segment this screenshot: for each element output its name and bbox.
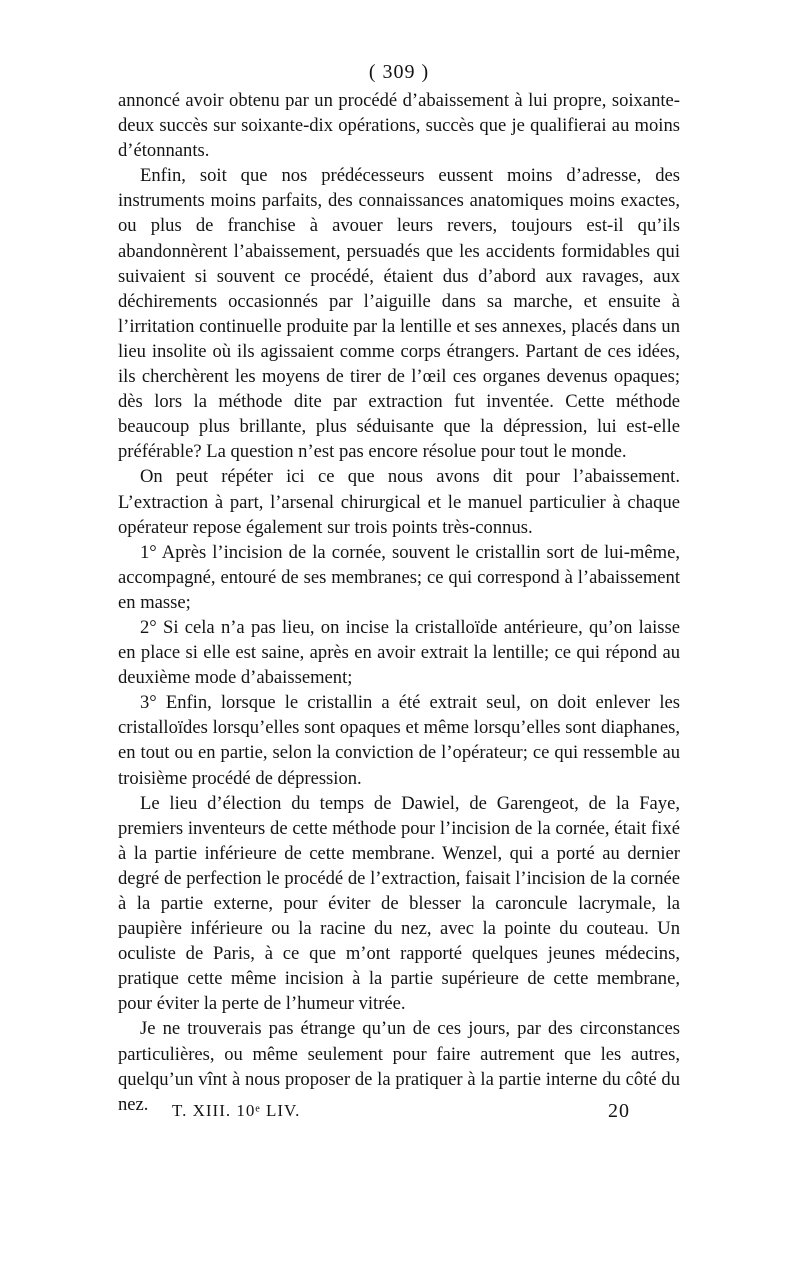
paragraph-continued: annoncé avoir obtenu par un procédé d’abaissement à lui propre, soixante-deux succès sur soixante-dix opérations, succès que je qualifierai au moins d’étonnants.: [118, 90, 680, 162]
paragraph: Le lieu d’élection du temps de Dawiel, de Garengeot, de la Faye, premiers inventeurs de cette méthode pour l’incision de la cornée, était fixé à la partie inférieure de cette membrane. Wenzel, qui a porté au dernier degré de perfection le procédé de l’extraction, faisait l’incision de la cornée à la partie externe, pour éviter de blesser la caroncule lacrymale, la paupière inférieure ou la racine du nez, avec la pointe du couteau. Un oculiste de Paris, à ce que m’ont rapporté quelques jeunes médecins, pratique cette même incision à la partie supérieure de cette membrane, pour éviter la perte de l’humeur vitrée.: [118, 792, 680, 1015]
folio-number: 20: [608, 1100, 630, 1122]
paragraph: On peut répéter ici ce que nous avons dit pour l’abaissement. L’extraction à part, l’arsenal chirurgical et le manuel particulier à chaque opérateur repose également sur trois points très-connus.: [118, 466, 680, 538]
paragraph: Enfin, soit que nos prédécesseurs eussent moins d’adresse, des instruments moins parfaits, des connaissances anatomiques moins exactes, ou plus de franchise à avouer leurs revers, toujours est-il qu’ils abandonnèrent l’abaissement, persuadés que les accidents formidables qui suivaient si souvent ce procédé, étaient dus d’abord aux ravages, aux déchirements occasionnés par l’aiguille dans sa marche, et ensuite à l’irritation continuelle produite par la lentille et ses annexes, placés dans un lieu insolite où ils agissaient comme corps étrangers. Partant de ces idées, ils cherchèrent les moyens de tirer de l’œil ces organes devenus opaques; dès lors la méthode dite par extraction fut inventée. Cette méthode beaucoup plus brillante, plus séduisante que la dépression, lui est-elle préférable? La question n’est pas encore résolue pour tout le monde.: [118, 165, 680, 463]
paragraph-numbered-3: 3° Enfin, lorsque le cristallin a été extrait seul, on doit enlever les cristalloïdes lorsqu’elles sont opaques et même lorsqu’elles sont diaphanes, en tout ou en partie, selon la conviction de l’opérateur; ce qui ressemble au troisième procédé de dépression.: [118, 692, 680, 789]
paragraph-numbered-2: 2° Si cela n’a pas lieu, on incise la cristalloïde antérieure, qu’on laisse en place si elle est saine, après en avoir extrait la lentille; ce qui répond au deuxième mode d’abaissement;: [118, 616, 680, 689]
signature-mark: T. XIII. 10ᵉ LIV.: [172, 1101, 301, 1120]
body-text: [118, 88, 680, 1117]
page-number: ( 309 ): [368, 61, 430, 83]
book-page: [118, 58, 680, 1117]
paragraph-numbered-1: 1° Après l’incision de la cornée, souvent le cristallin sort de lui-même, accompagné, entouré de ses membranes; ce qui correspond à l’abaissement en masse;: [118, 541, 680, 613]
paragraph: Je ne trouverais pas étrange qu’un de ces jours, par des circonstances particulières, ou même seulement pour faire autrement que les autres, quelqu’un vînt à nous proposer de la pratiquer à la partie interne du côté du nez.: [118, 1018, 680, 1115]
